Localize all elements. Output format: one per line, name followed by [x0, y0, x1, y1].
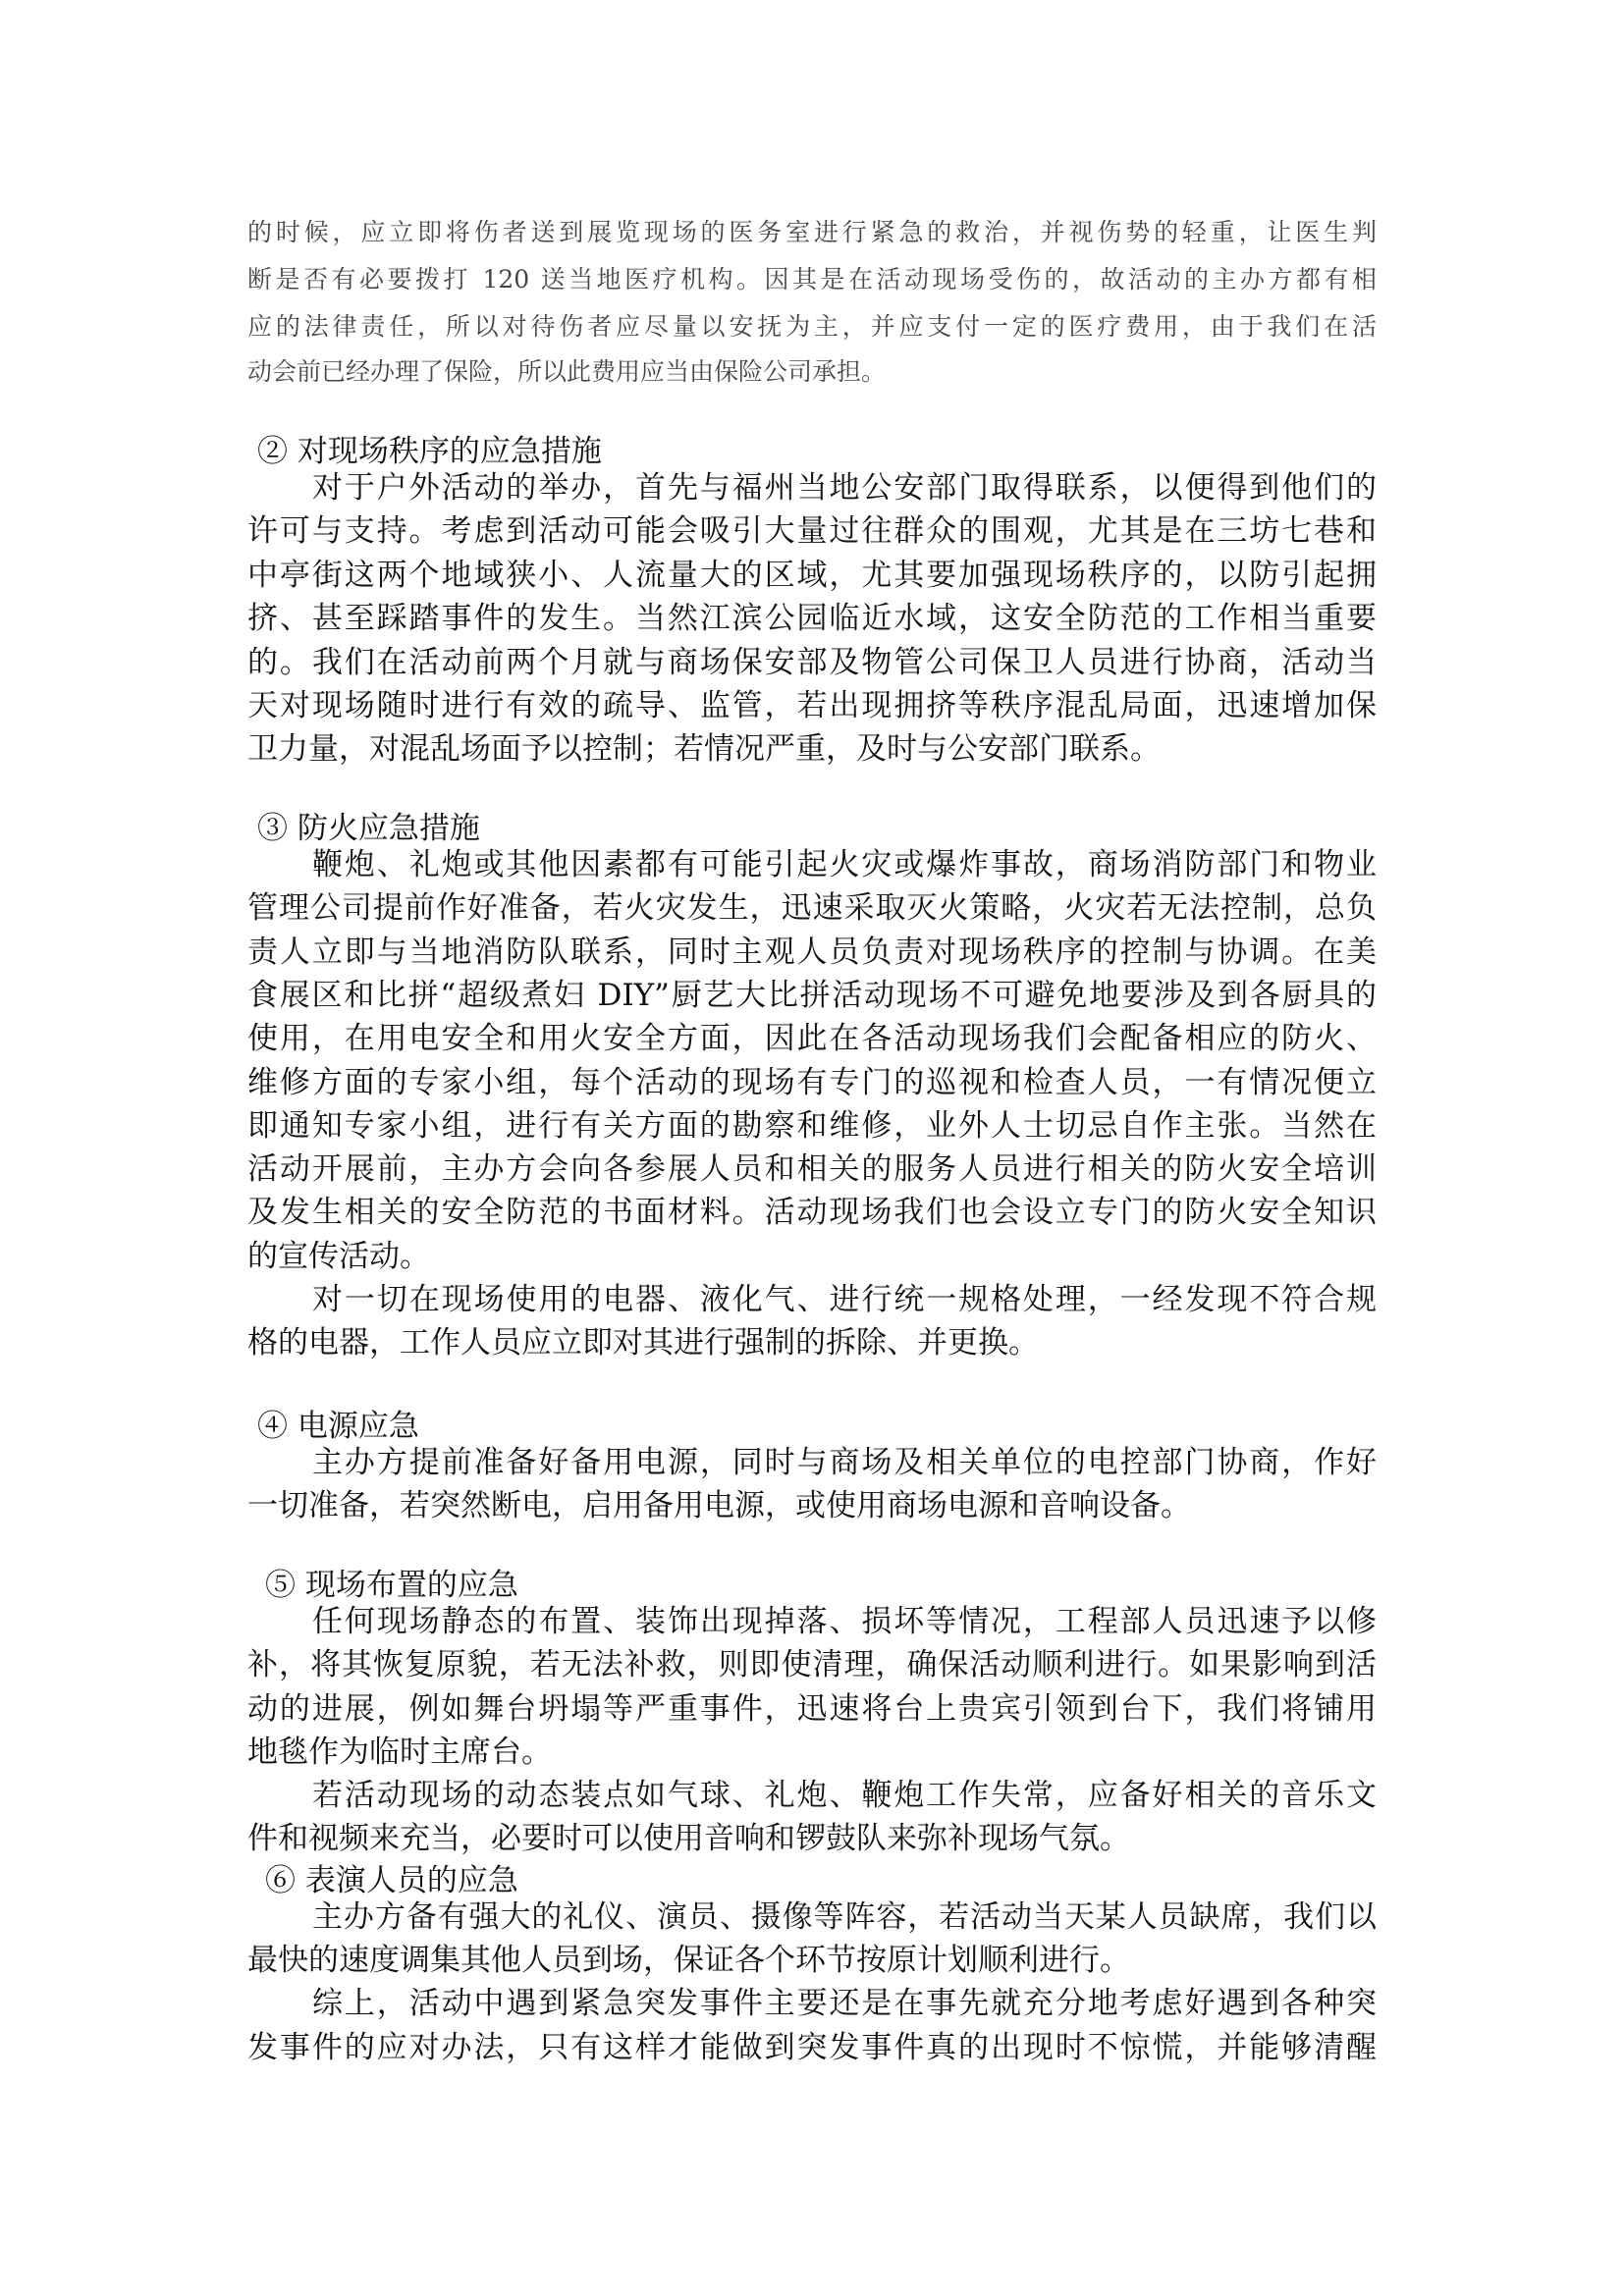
section-heading: ⑤ 现场布置的应急 — [265, 1568, 518, 1603]
text-line: 天对现场随时进行有效的疏导、监管，若出现拥挤等秩序混乱局面，迅速增加保 — [247, 688, 1377, 723]
text-line: 动的进展，例如舞台坍塌等严重事件，迅速将台上贵宾引领到台下，我们将铺用 — [247, 1691, 1377, 1727]
text-line: 管理公司提前作好准备，若火灾发生，迅速采取灭火策略，火灾若无法控制，总负 — [247, 890, 1377, 926]
text-line: 许可与支持。考虑到活动可能会吸引大量过往群众的围观，尤其是在三坊七巷和 — [247, 513, 1377, 549]
text-line: 的。我们在活动前两个月就与商场保安部及物管公司保卫人员进行协商，活动当 — [247, 645, 1377, 680]
text-line: 的时候，应立即将伤者送到展览现场的医务室进行紧急的救治，并视伤势的轻重，让医生判 — [247, 218, 1377, 246]
text-line: 卫力量，对混乱场面予以控制；若情况严重，及时与公安部门联系。 — [247, 731, 1161, 767]
text-line: 活动开展前，主办方会向各参展人员和相关的服务人员进行相关的防火安全培训 — [247, 1151, 1377, 1187]
text-line: 地毯作为临时主席台。 — [247, 1735, 552, 1770]
text-line: 及发生相关的安全防范的书面材料。活动现场我们也会设立专门的防火安全知识 — [247, 1195, 1377, 1230]
text-line: 件和视频来充当，必要时可以使用音响和锣鼓队来弥补现场气氛。 — [247, 1821, 1130, 1856]
text-line: 挤、甚至踩踏事件的发生。当然江滨公园临近水域，这安全防范的工作相当重要 — [247, 601, 1377, 636]
section-heading: ④ 电源应急 — [257, 1409, 419, 1444]
text-line: 使用，在用电安全和用火安全方面，因此在各活动现场我们会配备相应的防火、 — [247, 1021, 1377, 1056]
section-heading: ⑥ 表演人员的应急 — [265, 1863, 518, 1898]
text-line: 的宣传活动。 — [247, 1239, 430, 1274]
text-line: 补，将其恢复原貌，若无法补救，则即使清理，确保活动顺利进行。如果影响到活 — [247, 1647, 1377, 1682]
text-line: 中亭街这两个地域狭小、人流量大的区域，尤其要加强现场秩序的，以防引起拥 — [247, 558, 1377, 593]
section-heading: ② 对现场秩序的应急措施 — [257, 434, 602, 469]
text-line: 格的电器，工作人员应立即对其进行强制的拆除、并更换。 — [247, 1325, 1039, 1361]
text-line: 任何现场静态的布置、装饰出现掉落、损坏等情况，工程部人员迅速予以修 — [312, 1604, 1377, 1639]
text-line: 对一切在现场使用的电器、液化气、进行统一规格处理，一经发现不符合规 — [312, 1282, 1377, 1317]
text-line: 断是否有必要拨打 120 送当地医疗机构。因其是在活动现场受伤的，故活动的主办方都有相 — [247, 265, 1377, 294]
text-line: 鞭炮、礼炮或其他因素都有可能引起火灾或爆炸事故，商场消防部门和物业 — [312, 847, 1377, 882]
text-line: 应的法律责任，所以对待伤者应尽量以安抚为主，并应支付一定的医疗费用，由于我们在活 — [247, 312, 1377, 341]
text-line: 综上，活动中遇到紧急突发事件主要还是在事先就充分地考虑好遇到各种突 — [312, 1986, 1377, 2021]
text-line: 主办方备有强大的礼仪、演员、摄像等阵容，若活动当天某人员缺席，我们以 — [312, 1899, 1377, 1935]
section-heading: ③ 防火应急措施 — [257, 811, 480, 846]
text-line: 即通知专家小组，进行有关方面的勘察和维修，业外人士切忌自作主张。当然在 — [247, 1108, 1377, 1144]
text-line: 一切准备，若突然断电，启用备用电源，或使用商场电源和音响设备。 — [247, 1488, 1191, 1523]
text-line: 食展区和比拼“超级煮妇 DIY”厨艺大比拼活动现场不可避免地要涉及到各厨具的 — [247, 978, 1377, 1013]
text-line: 主办方提前准备好备用电源，同时与商场及相关单位的电控部门协商，作好 — [312, 1445, 1377, 1480]
text-line: 最快的速度调集其他人员到场，保证各个环节按原计划顺利进行。 — [247, 1943, 1130, 1978]
text-line: 发事件的应对办法，只有这样才能做到突发事件真的出现时不惊慌，并能够清醒 — [247, 2030, 1377, 2065]
text-line: 维修方面的专家小组，每个活动的现场有专门的巡视和检查人员，一有情况便立 — [247, 1065, 1377, 1100]
text-line: 若活动现场的动态装点如气球、礼炮、鞭炮工作失常，应备好相关的音乐文 — [312, 1778, 1377, 1813]
text-line: 对于户外活动的举办，首先与福州当地公安部门取得联系，以便得到他们的 — [312, 470, 1377, 506]
text-line: 动会前已经办理了保险，所以此费用应当由保险公司承担。 — [247, 357, 887, 386]
text-line: 责人立即与当地消防队联系，同时主观人员负责对现场秩序的控制与协调。在美 — [247, 934, 1377, 970]
